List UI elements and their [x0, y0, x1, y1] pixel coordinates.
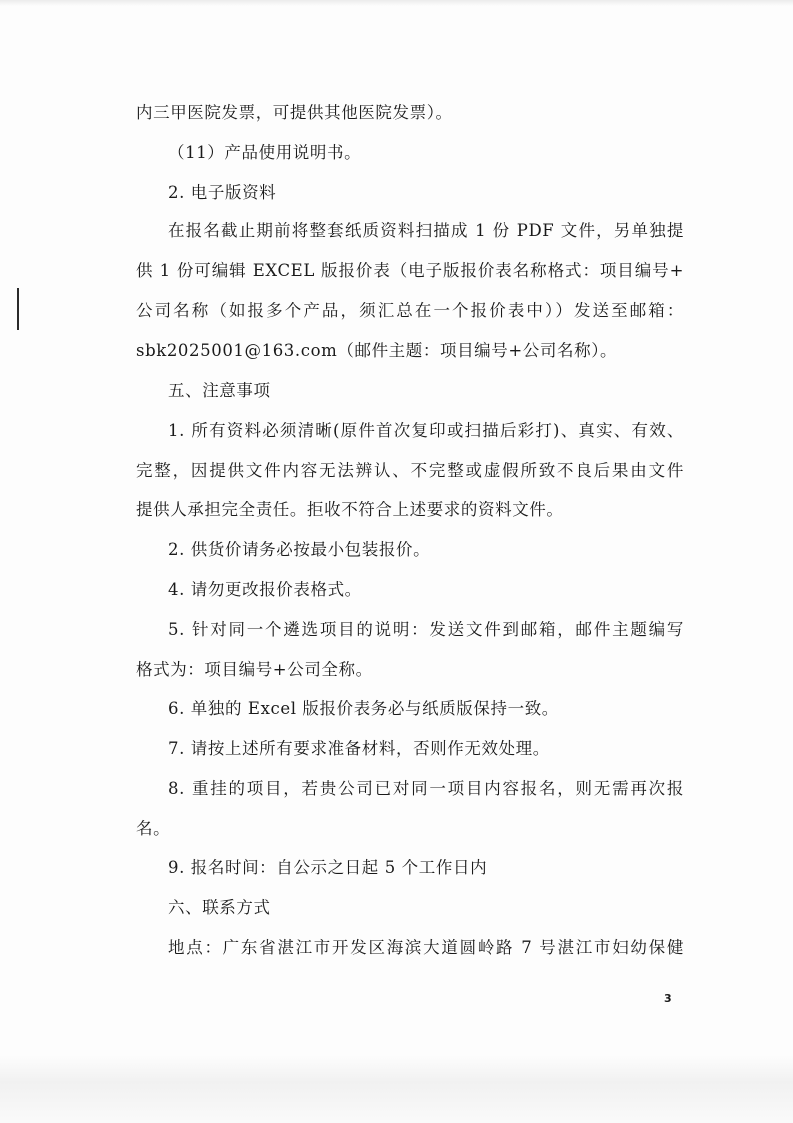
note-8-line-1: 8. 重挂的项目，若贵公司已对同一项目内容报名，则无需再次报	[168, 779, 684, 798]
text-line-invoice-note: 内三甲医院发票，可提供其他医院发票）。	[136, 103, 453, 122]
note-9-registration-time: 9. 报名时间：自公示之日起 5 个工作日内	[168, 858, 488, 877]
note-4: 4. 请勿更改报价表格式。	[168, 580, 362, 599]
page-number: 3	[664, 992, 672, 1005]
note-5-line-2: 格式为：项目编号+公司全称。	[136, 660, 373, 679]
scan-artifact-mark	[17, 288, 19, 330]
note-1-line-3: 提供人承担完全责任。拒收不符合上述要求的资料文件。	[136, 500, 564, 519]
note-6: 6. 单独的 Excel 版报价表务必与纸质版保持一致。	[168, 699, 559, 718]
note-1-line-1: 1. 所有资料必须清晰(原件首次复印或扫描后彩打)、真实、有效、	[168, 421, 684, 440]
text-line-scan-pdf: 在报名截止期前将整套纸质资料扫描成 1 份 PDF 文件，另单独提	[168, 221, 684, 240]
text-line-email: sbk2025001@163.com（邮件主题：项目编号+公司名称）。	[136, 341, 618, 360]
scan-edge-bottom	[0, 1055, 793, 1123]
note-8-line-2: 名。	[136, 819, 171, 838]
heading-contact: 六、联系方式	[168, 898, 271, 917]
note-1-line-2: 完整，因提供文件内容无法辨认、不完整或虚假所致不良后果由文件	[136, 461, 684, 480]
note-5-line-1: 5. 针对同一个遴选项目的说明：发送文件到邮箱，邮件主题编写	[168, 620, 684, 639]
note-7: 7. 请按上述所有要求准备材料，否则作无效处理。	[168, 739, 550, 758]
heading-notes: 五、注意事项	[168, 381, 271, 400]
text-line-excel-quote: 供 1 份可编辑 EXCEL 版报价表（电子版报价表名称格式：项目编号+	[136, 261, 684, 280]
scan-edge-top	[0, 0, 793, 6]
text-line-company-name: 公司名称（如报多个产品，须汇总在一个报价表中））发送至邮箱：	[136, 301, 684, 320]
note-2: 2. 供货价请务必按最小包装报价。	[168, 540, 431, 559]
heading-electronic-materials: 2. 电子版资料	[168, 183, 277, 202]
contact-address: 地点：广东省湛江市开发区海滨大道圆岭路 7 号湛江市妇幼保健	[168, 938, 684, 957]
item-11-manual: （11）产品使用说明书。	[168, 143, 362, 162]
